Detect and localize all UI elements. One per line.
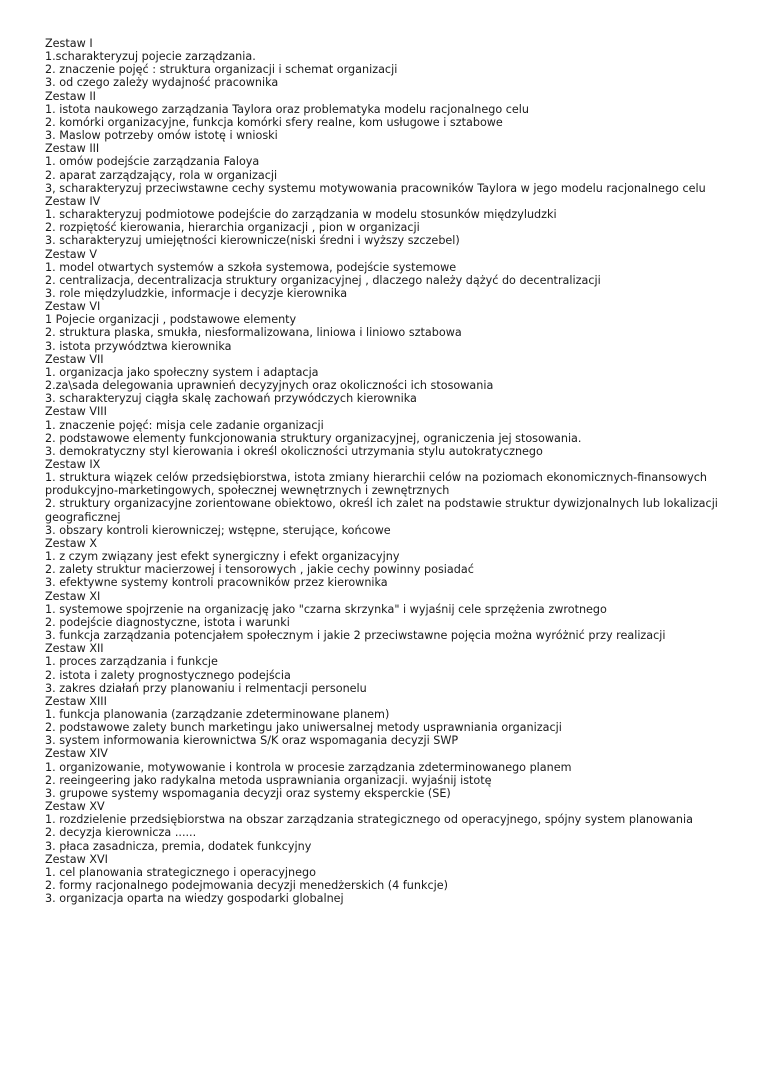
question-line: 3. system informowania kierownictwa S/K oraz wspomagania decyzji SWP: [45, 734, 459, 748]
question-line: 3. role międzyludzkie, informacje i decyzje kierownika: [45, 286, 348, 300]
question-set: [45, 248, 735, 301]
set-title: Zestaw XIV: [45, 747, 108, 761]
question-line: 1. z czym związany jest efekt synergiczny i efekt organizacyjny: [45, 550, 400, 564]
question-set: [45, 353, 735, 406]
question-line: 3. zakres działań przy planowaniu i relmentacji personelu: [45, 681, 367, 695]
question-set: [45, 195, 735, 248]
question-line: 2. formy racjonalnego podejmowania decyzji menedżerskich (4 funkcje): [45, 879, 448, 892]
question-line: 1. funkcja planowania (zarządzanie zdeterminowane planem): [45, 707, 390, 721]
question-line: 3. grupowe systemy wspomagania decyzji oraz systemy eksperckie (SE): [45, 786, 451, 800]
set-title: Zestaw V: [45, 247, 97, 261]
question-line: 3. efektywne systemy kontroli pracowników przez kierownika: [45, 576, 388, 590]
question-line: 2. podstawowe elementy funkcjonowania struktury organizacyjnej, ograniczenia jej stosowania.: [45, 431, 582, 445]
question-line: 2. podejście diagnostyczne, istota i warunki: [45, 615, 290, 629]
set-title: Zestaw VII: [45, 352, 104, 366]
question-line: 1. organizacja jako społeczny system i adaptacja: [45, 365, 319, 379]
question-set: [45, 590, 735, 643]
question-line: 2. struktura plaska, smukła, niesformalizowana, liniowa i liniowo sztabowa: [45, 326, 462, 340]
question-set: [45, 405, 735, 458]
document-body: [45, 37, 735, 905]
question-set: [45, 800, 735, 853]
question-line: 2. istota i zalety prognostycznego podejścia: [45, 668, 291, 682]
question-line: 1. istota naukowego zarządzania Taylora oraz problematyka modelu racjonalnego celu: [45, 102, 529, 116]
question-line: 1. struktura wiązek celów przedsiębiorstwa, istota zmiany hierarchii celów na poziomach ekonomicznych-finansowych produkcyjno-marketingowych, społecznej wewnętrznych i zewnętrznych: [45, 471, 707, 498]
question-line: 2. struktury organizacyjne zorientowane obiektowo, określ ich zalet na podstawie struktur dywizjonalnych lub lokalizacji geograficznej: [45, 497, 718, 524]
question-set: [45, 747, 735, 800]
question-set: [45, 458, 735, 537]
question-line: 2. decyzja kierownicza ......: [45, 826, 197, 840]
question-set: [45, 37, 735, 90]
question-set: [45, 642, 735, 695]
question-line: 2. zalety struktur macierzowej i tensorowych , jakie cechy powinny posiadać: [45, 563, 474, 577]
question-line: 2. rozpiętość kierowania, hierarchia organizacji , pion w organizacji: [45, 221, 420, 235]
set-title: Zestaw XI: [45, 589, 101, 603]
question-line: 2.za\sada delegowania uprawnień decyzyjnych oraz okoliczności ich stosowania: [45, 379, 494, 393]
question-line: 1 Pojecie organizacji , podstawowe elementy: [45, 313, 297, 327]
question-line: 3. demokratyczny styl kierowania i określ okoliczności utrzymania stylu autokratycznego: [45, 444, 543, 458]
set-title: Zestaw VIII: [45, 405, 107, 419]
set-title: Zestaw IV: [45, 194, 101, 208]
set-title: Zestaw III: [45, 142, 100, 156]
set-title: Zestaw II: [45, 89, 96, 103]
question-line: 1. scharakteryzuj podmiotowe podejście do zarządzania w modelu stosunków międzyludzki: [45, 208, 557, 222]
question-line: 2. podstawowe zalety bunch marketingu jako uniwersalnej metody usprawniania organizacji: [45, 721, 562, 735]
question-line: 2. centralizacja, decentralizacja struktury organizacyjnej , dlaczego należy dążyć do decentralizacji: [45, 273, 601, 287]
question-line: 1. cel planowania strategicznego i operacyjnego: [45, 865, 316, 879]
set-title: Zestaw XV: [45, 800, 105, 814]
question-set: [45, 695, 735, 748]
question-line: 3. od czego zależy wydajność pracownika: [45, 76, 279, 90]
question-line: 3. obszary kontroli kierowniczej; wstępne, sterujące, końcowe: [45, 523, 391, 537]
question-line: 1. organizowanie, motywowanie i kontrola w procesie zarządzania zdeterminowanego planem: [45, 760, 572, 774]
question-line: 3. istota przywództwa kierownika: [45, 339, 232, 353]
question-line: 1. omów podejście zarządzania Faloya: [45, 155, 260, 169]
question-line: 1. proces zarządzania i funkcje: [45, 655, 218, 669]
question-line: 3. scharakteryzuj umiejętności kierownicze(niski średni i wyższy szczebel): [45, 234, 460, 248]
question-line: 3. Maslow potrzeby omów istotę i wnioski: [45, 129, 278, 143]
set-title: Zestaw XVI: [45, 852, 108, 866]
question-set: [45, 90, 735, 143]
question-line: 3. funkcja zarządzania potencjałem społecznym i jakie 2 przeciwstawne pojęcia można wyróżnić przy realizacji: [45, 629, 666, 643]
set-title: Zestaw XII: [45, 642, 104, 656]
set-title: Zestaw XIII: [45, 694, 107, 708]
question-line: 1. model otwartych systemów a szkoła systemowa, podejście systemowe: [45, 260, 457, 274]
question-line: 2. reeingeering jako radykalna metoda usprawniania organizacji. wyjaśnij istotę: [45, 773, 492, 787]
question-line: 1. systemowe spojrzenie na organizację jako "czarna skrzynka" i wyjaśnij cele sprzężenia zwrotnego: [45, 602, 607, 616]
question-line: 3, scharakteryzuj przeciwstawne cechy systemu motywowania pracowników Taylora w jego modelu racjonalnego celu: [45, 181, 706, 195]
question-line: 3. scharakteryzuj ciągła skalę zachowań przywódczych kierownika: [45, 392, 417, 406]
question-set: [45, 142, 735, 195]
question-line: 1. znaczenie pojęć: misja cele zadanie organizacji: [45, 418, 324, 432]
question-line: 2. znaczenie pojęć : struktura organizacji i schemat organizacji: [45, 63, 398, 77]
set-title: Zestaw IX: [45, 458, 101, 471]
set-title: Zestaw X: [45, 536, 97, 550]
question-line: 2. aparat zarządzający, rola w organizacji: [45, 168, 278, 182]
question-line: 3. organizacja oparta na wiedzy gospodarki globalnej: [45, 892, 344, 906]
question-line: 3. płaca zasadnicza, premia, dodatek funkcyjny: [45, 839, 312, 853]
question-line: 1.scharakteryzuj pojecie zarządzania.: [45, 50, 256, 64]
question-set: [45, 853, 735, 906]
set-title: Zestaw VI: [45, 300, 101, 314]
question-set: [45, 537, 735, 590]
question-set: [45, 300, 735, 353]
question-line: 2. komórki organizacyjne, funkcja komórki sfery realne, kom usługowe i sztabowe: [45, 115, 503, 129]
question-line: 1. rozdzielenie przedsiębiorstwa na obszar zarządzania strategicznego od operacyjnego, spójny system planowania: [45, 813, 693, 827]
set-title: Zestaw I: [45, 37, 93, 50]
